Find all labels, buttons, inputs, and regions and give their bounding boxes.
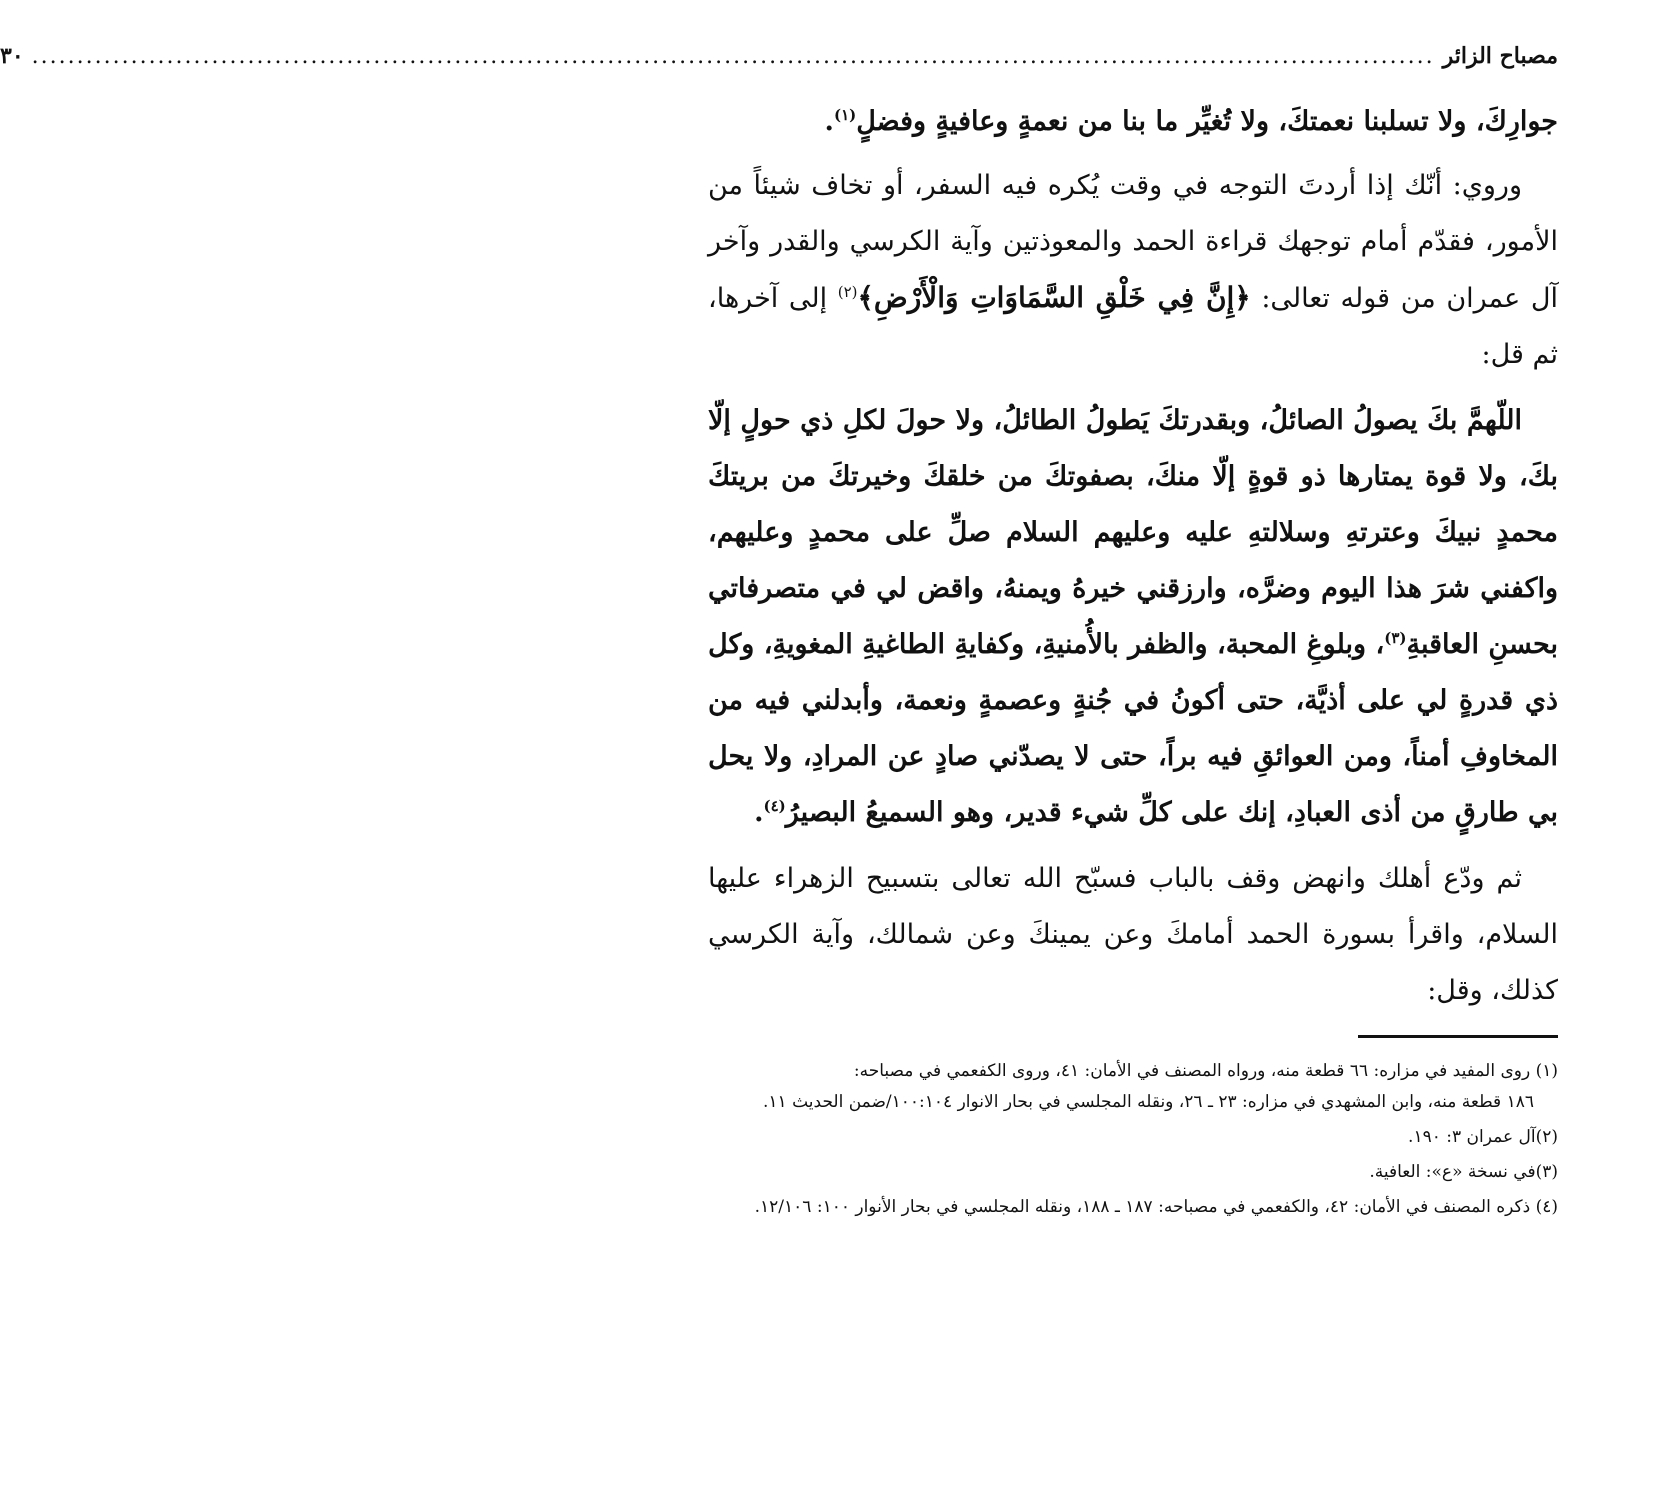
footnote-3-text: في نسخة «ع»: العافية. <box>1369 1162 1536 1182</box>
footnote-4-marker: (٤) <box>1535 1197 1558 1217</box>
paragraph-4 <box>708 851 1558 1019</box>
footnote-ref-2[interactable]: (٢) <box>837 283 858 301</box>
paragraph-4-text: ثم ودّع أهلك وانهض وقف بالباب فسبّح الله تعالى بتسبيح الزهراء عليها السلام، واقرأ بسورة الحمد أمامكَ وعن يمينكَ وعن شمالك، وآية الكرسي كذلك، وقل: <box>708 863 1558 1006</box>
footnote-ref-1[interactable]: (١) <box>833 106 857 124</box>
footnote-2 <box>708 1122 1558 1153</box>
paragraph-2-after: إلى آخرها، ثم قل: <box>708 283 1558 370</box>
footnotes <box>708 1056 1558 1223</box>
quran-verse: ﴿إِنَّ فِي خَلْقِ السَّمَاوَاتِ وَالْأَرْضِ﴾ <box>857 281 1251 314</box>
paragraph-2-before: وروي: أنّك إذا أردتَ التوجه في وقت يُكره فيه السفر، أو تخاف شيئاً من الأمور، فقدّم أمام توجهك قراءة الحمد والمعوذتين وآية الكرسي والقدر وآخر آل عمران من قوله تعالى: <box>708 170 1558 314</box>
footnote-1-continuation: ١٨٦ قطعة منه، وابن المشهدي في مزاره: ٢٣ ـ ٢٦، ونقله المجلسي في بحار الانوار ١٠٠:١٠٤/ضمن الحديث ١١. <box>763 1092 1534 1112</box>
footnote-1-marker: (١) <box>1535 1061 1558 1081</box>
footnote-separator <box>1358 1035 1558 1038</box>
book-title: مصباح الزائر <box>1442 43 1558 69</box>
paragraph-1 <box>708 94 1558 150</box>
footnote-4 <box>708 1192 1558 1223</box>
paragraph-3-end: . <box>754 797 764 828</box>
footnote-1 <box>708 1056 1558 1118</box>
paragraph-3-text-2: ، وبلوغِ المحبة، والظفر بالأُمنيةِ، وكفايةِ الطاغيةِ المغويةِ، وكل ذي قدرةٍ لي على أذيَّة، حتى أكونُ في جُنةٍ وعصمةٍ ونعمة، وأبدلني فيه من المخاوفِ أمناً، ومن العوائقِ فيه براً، حتى لا يصدّني صادٍ عن المرادِ، ولا يحل بي طارقٍ من أذى العبادِ، إنك على كلِّ شيء قدير، وهو السميعُ البصيرُ <box>708 629 1558 828</box>
footnote-ref-4[interactable]: (٤) <box>763 797 786 815</box>
footnote-3 <box>708 1157 1558 1188</box>
leader-dots: ............................................................................................................................................................ <box>31 44 1435 69</box>
paragraph-3-supplication <box>708 393 1558 841</box>
footnote-1-text: روى المفيد في مزاره: ٦٦ قطعة منه، ورواه المصنف في الأمان: ٤١، وروى الكفعمي في مصباحه: <box>853 1061 1531 1081</box>
footnote-2-text: آل عمران ٣: ١٩٠. <box>1408 1127 1536 1147</box>
footnote-ref-3[interactable]: (٣) <box>1384 629 1407 647</box>
footnote-3-marker: (٣) <box>1535 1162 1558 1182</box>
paragraph-2 <box>708 158 1558 383</box>
footnote-4-text: ذكره المصنف في الأمان: ٤٢، والكفعمي في مصباحه: ١٨٧ ـ ١٨٨، ونقله المجلسي في بحار الأنوار ١٠٠: ١٢/١٠٦. <box>754 1197 1531 1217</box>
footnote-2-marker: (٢) <box>1535 1127 1558 1147</box>
main-text <box>708 94 1558 1019</box>
paragraph-1-text: جوارِكَ، ولا تسلبنا نعمتكَ، ولا تُغيِّر ما بنا من نعمةٍ وعافيةٍ وفضلٍ <box>856 106 1558 137</box>
paragraph-3-text: اللّهمَّ بكَ يصولُ الصائلُ، وبقدرتكَ يَطولُ الطائلُ، ولا حولَ لكلِ ذي حولٍ إلّا بكَ، ولا قوة يمتارها ذو قوةٍ إلّا منكَ، بصفوتكَ من خلقكَ وخيرتكَ من بريتكَ محمدٍ نبيكَ وعترتهِ وسلالتهِ عليه وعليهم السلام صلِّ على محمدٍ وعليهم، واكفني شرَ هذا اليوم وضرَّه، وارزقني خيرهُ ويمنهُ، واقض لي في متصرفاتي بحسنِ العاقبةِ <box>708 405 1558 660</box>
page-number: ٣٠ <box>0 43 24 69</box>
paragraph-1-end: . <box>824 106 834 137</box>
running-header <box>0 34 1558 78</box>
